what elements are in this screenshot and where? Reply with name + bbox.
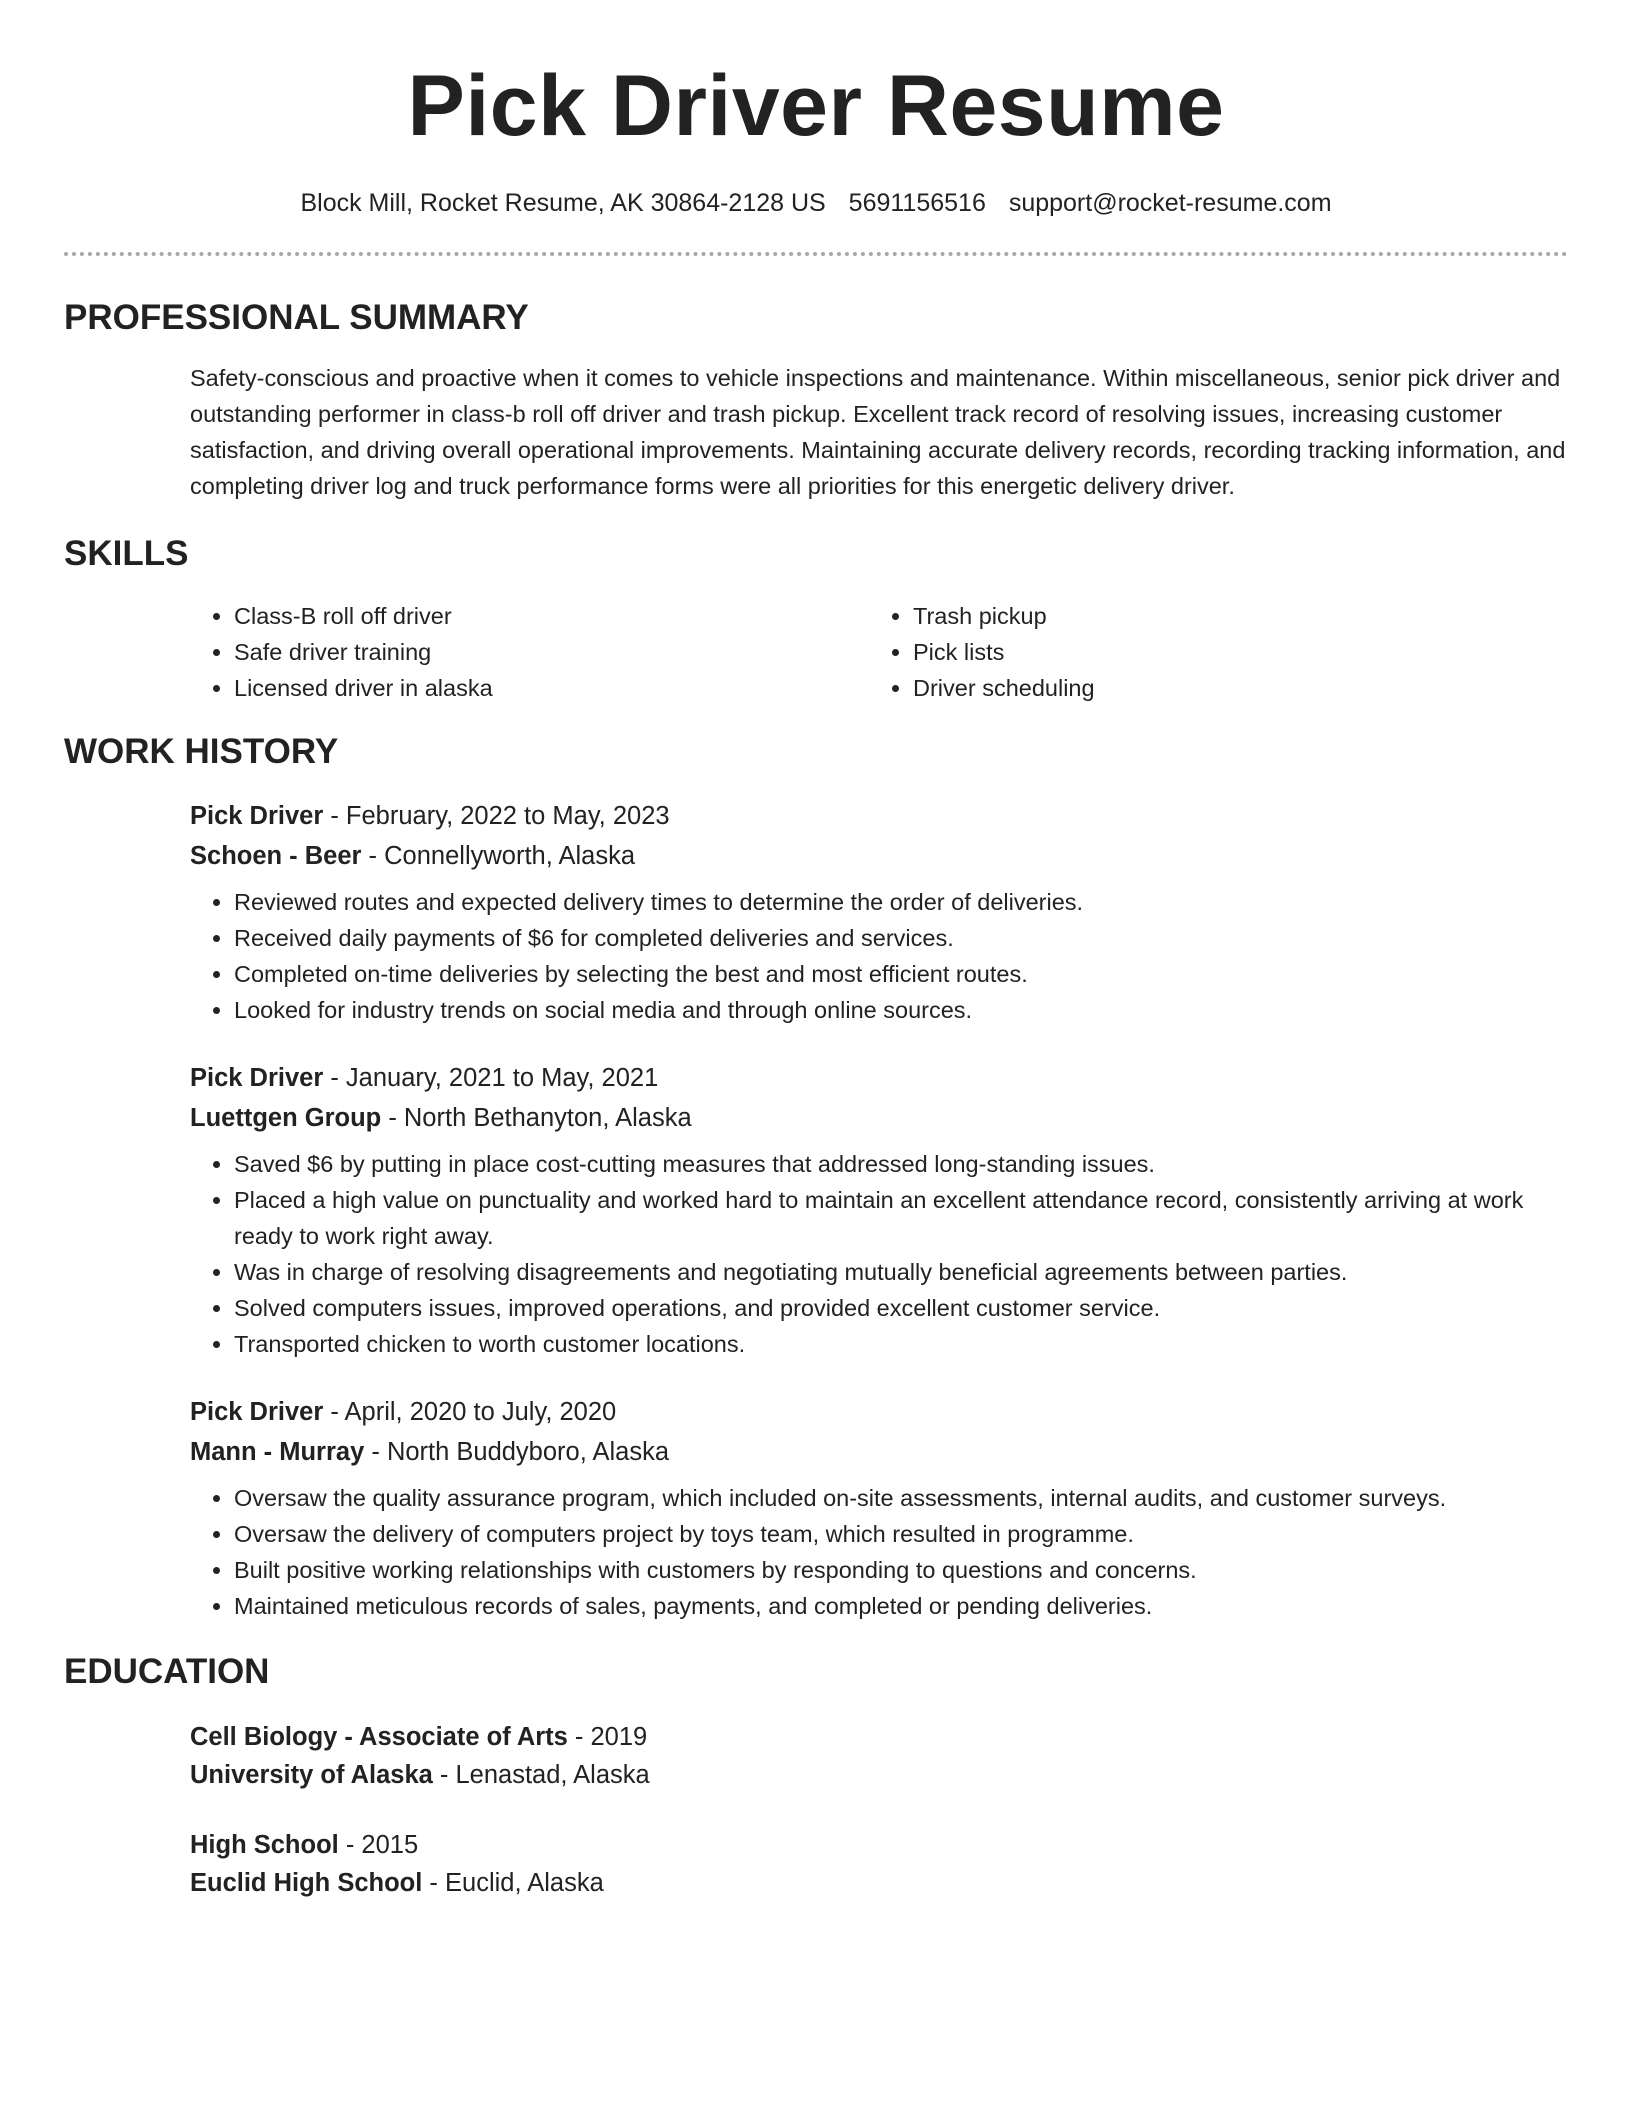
job-company: Luettgen Group (190, 1104, 382, 1132)
education-location: - Lenastad, Alaska (432, 1761, 650, 1789)
education-degree: Cell Biology - Associate of Arts (190, 1723, 568, 1751)
job-company: Schoen - Beer (190, 842, 362, 870)
resume-title: Pick Driver Resume (407, 58, 1225, 154)
job-bullets (190, 884, 1568, 1028)
job-bullet: • Placed a high value on punctuality and worked hard to maintain an excellent attendance record, consistently arriving at work ready to work right away. (234, 1182, 1568, 1254)
education-heading: EDUCATION (64, 1652, 270, 1691)
job-title: Pick Driver (190, 802, 324, 830)
job-entry (190, 796, 1568, 1028)
education-year: - 2019 (567, 1723, 648, 1751)
education-degree-line (190, 1718, 1568, 1756)
job-bullet: • Oversaw the quality assurance program, which included on-site assessments, internal audits, and customer surveys. (234, 1480, 1568, 1516)
summary-text: Safety-conscious and proactive when it comes to vehicle inspections and maintenance. Within miscellaneous, senior pick driver and outstanding performer in class-b roll off driver and trash pickup. Excellent track record of resolving issues, increasing customer satisfaction, and driving overall operational improvements. Maintaining accurate delivery records, recording tracking information, and completing driver log and truck performance forms were all priorities for this energetic delivery driver. (190, 365, 1566, 499)
job-company-line (190, 836, 1568, 876)
job-entry (190, 1392, 1568, 1624)
job-bullet: • Transported chicken to worth customer locations. (234, 1326, 1568, 1362)
summary-heading: PROFESSIONAL SUMMARY (64, 298, 529, 337)
contact-phone: 5691156516 (848, 189, 986, 217)
job-company-line (190, 1432, 1568, 1472)
skills-heading: SKILLS (64, 534, 189, 573)
skill-item: • Safe driver training (234, 634, 869, 670)
job-dates: - April, 2020 to July, 2020 (323, 1398, 617, 1426)
job-title-line (190, 796, 1568, 836)
job-bullet: • Received daily payments of $6 for completed deliveries and services. (234, 920, 1568, 956)
job-entry (190, 1058, 1568, 1362)
work-history-heading: WORK HISTORY (64, 732, 339, 771)
job-title: Pick Driver (190, 1398, 324, 1426)
job-title: Pick Driver (190, 1064, 324, 1092)
skill-item: • Driver scheduling (913, 670, 1548, 706)
contact-email: support@rocket-resume.com (1008, 189, 1332, 217)
skills-list (190, 598, 1568, 706)
education-school-line (190, 1756, 1568, 1794)
job-bullet: • Looked for industry trends on social media and through online sources. (234, 992, 1568, 1028)
education-school: Euclid High School (190, 1869, 423, 1897)
education-location: - Euclid, Alaska (422, 1869, 604, 1897)
job-dates: - February, 2022 to May, 2023 (323, 802, 670, 830)
contact-address: Block Mill, Rocket Resume, AK 30864-2128 US (300, 189, 826, 217)
education-school-line (190, 1864, 1568, 1902)
job-location: - North Buddyboro, Alaska (364, 1438, 670, 1466)
education-school: University of Alaska (190, 1761, 433, 1789)
education-entry (190, 1718, 1568, 1794)
skills-column-left (190, 598, 869, 706)
job-bullets (190, 1480, 1568, 1624)
job-bullet: • Completed on-time deliveries by selecting the best and most efficient routes. (234, 956, 1568, 992)
job-company-line (190, 1098, 1568, 1138)
skills-column-right (869, 598, 1548, 706)
contact-line (64, 188, 1568, 218)
skill-item: • Trash pickup (913, 598, 1548, 634)
header-divider (64, 252, 1568, 256)
skill-item: • Licensed driver in alaska (234, 670, 869, 706)
job-location: - North Bethanyton, Alaska (381, 1104, 692, 1132)
job-title-line (190, 1058, 1568, 1098)
skill-item: • Class-B roll off driver (234, 598, 869, 634)
job-bullet: • Solved computers issues, improved operations, and provided excellent customer service. (234, 1290, 1568, 1326)
job-bullet: • Saved $6 by putting in place cost-cutting measures that addressed long-standing issues. (234, 1146, 1568, 1182)
job-bullet: • Reviewed routes and expected delivery times to determine the order of deliveries. (234, 884, 1568, 920)
skill-item: • Pick lists (913, 634, 1548, 670)
education-year: - 2015 (338, 1831, 419, 1859)
job-bullets (190, 1146, 1568, 1362)
education-degree-line (190, 1826, 1568, 1864)
job-dates: - January, 2021 to May, 2021 (323, 1064, 659, 1092)
job-bullet: • Oversaw the delivery of computers project by toys team, which resulted in programme. (234, 1516, 1568, 1552)
job-bullet: • Maintained meticulous records of sales, payments, and completed or pending deliveries. (234, 1588, 1568, 1624)
education-degree: High School (190, 1831, 339, 1859)
education-entry (190, 1826, 1568, 1902)
job-location: - Connellyworth, Alaska (361, 842, 636, 870)
job-company: Mann - Murray (190, 1438, 365, 1466)
job-bullet: • Built positive working relationships with customers by responding to questions and concerns. (234, 1552, 1568, 1588)
job-bullet: • Was in charge of resolving disagreements and negotiating mutually beneficial agreements between parties. (234, 1254, 1568, 1290)
job-title-line (190, 1392, 1568, 1432)
